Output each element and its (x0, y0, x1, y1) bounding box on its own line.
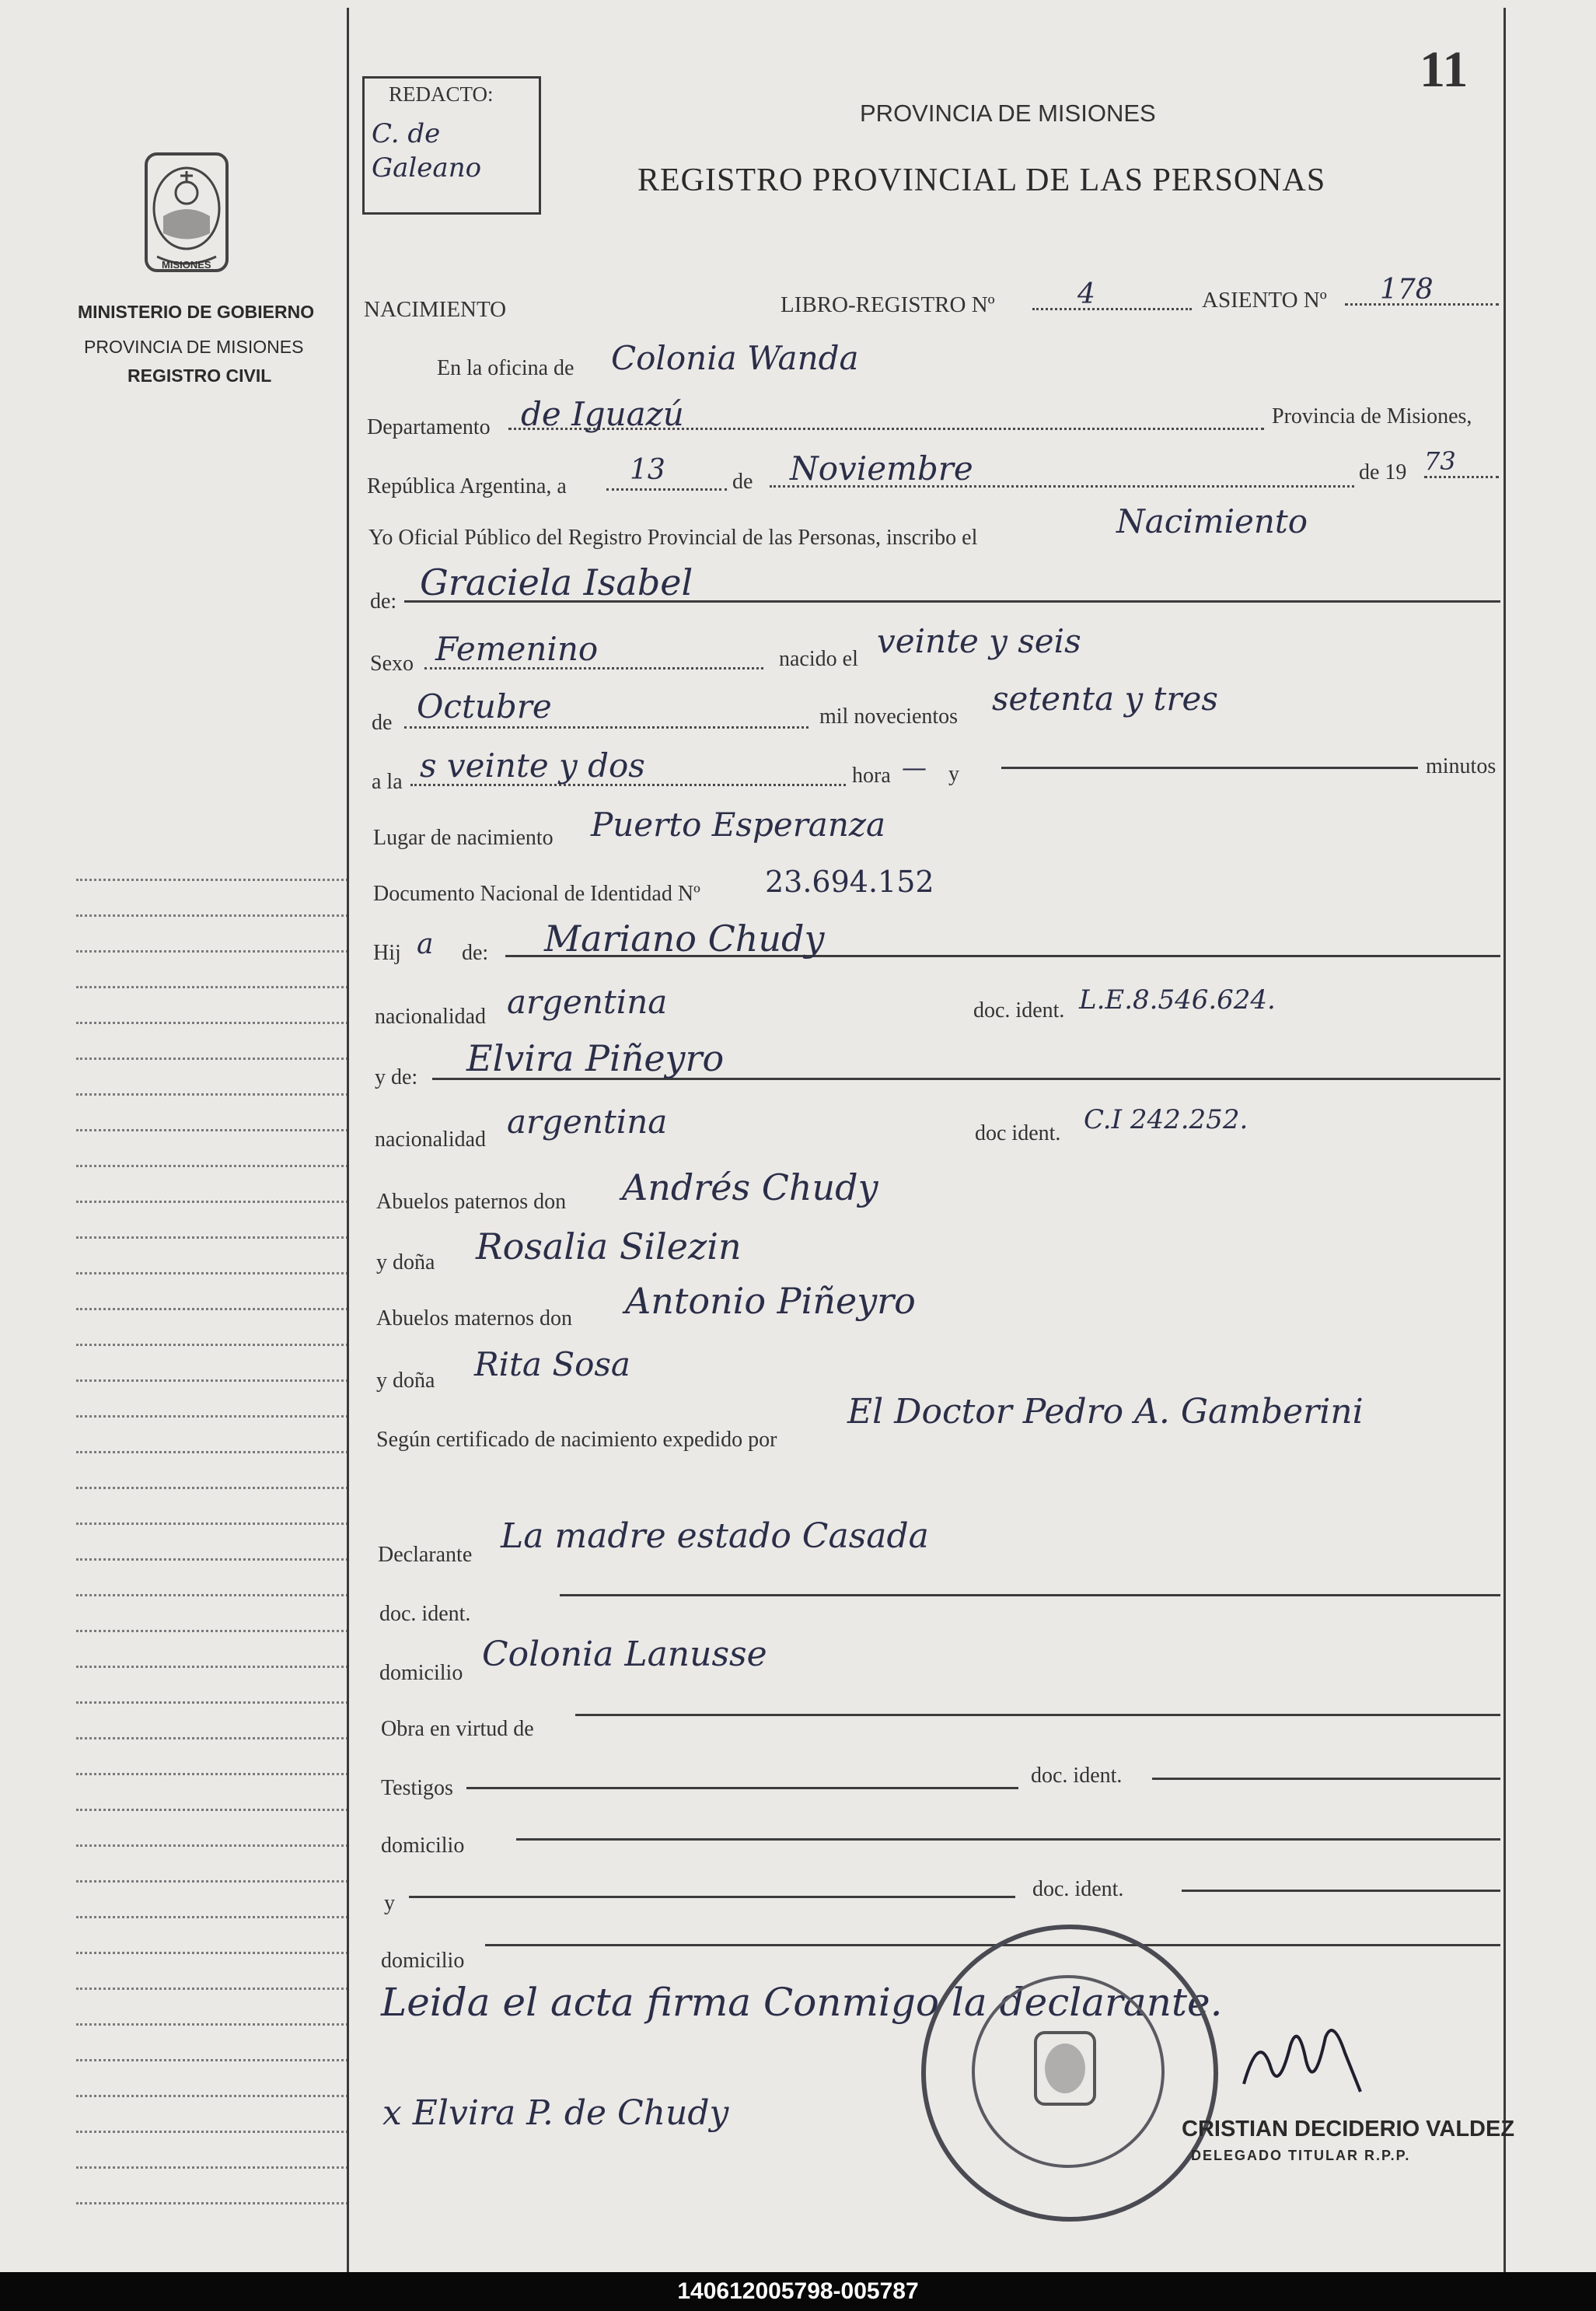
margin-note-line (76, 1701, 348, 1704)
asiento-label: ASIENTO Nº (1202, 288, 1327, 313)
margin-note-line (76, 1737, 348, 1739)
y-2-label: y (384, 1891, 395, 1915)
doc-ident-madre-value: C.I 242.252. (1084, 1104, 1249, 1135)
domicilio-value: Colonia Lanusse (482, 1634, 767, 1674)
nacido-value: veinte y seis (877, 622, 1081, 660)
doc-ident-padre-value: L.E.8.546.624. (1079, 984, 1276, 1016)
de2-label: de: (462, 941, 489, 965)
margin-note-line (76, 1129, 348, 1131)
alas-value: s veinte y dos (420, 746, 645, 785)
domicilio-3-label: domicilio (381, 1949, 465, 1973)
margin-note-line (76, 1880, 348, 1883)
margin-note-line (76, 1558, 348, 1561)
de-persona-label: de: (370, 589, 397, 614)
margin-note-line (76, 1236, 348, 1239)
margin-note-line (76, 2131, 348, 2133)
margin-note-line (76, 1344, 348, 1346)
declarante-value: La madre estado Casada (501, 1516, 929, 1556)
mil-value: setenta y tres (992, 680, 1218, 718)
y-dona-label: y doña (376, 1250, 435, 1274)
doc-ident-declarante-line (560, 1594, 1500, 1596)
header-province: PROVINCIA DE MISIONES (860, 100, 1156, 127)
margin-note-line (76, 1379, 348, 1382)
hij-suffix: a (417, 928, 434, 960)
leida-text: Leida el acta firma Conmigo la declarante. (381, 1980, 1223, 2025)
margin-note-line (76, 2095, 348, 2097)
province-label: PROVINCIA DE MISIONES (84, 337, 304, 357)
margin-note-line (76, 1666, 348, 1668)
nacionalidad-madre-value: argentina (507, 1103, 668, 1141)
abuelo-materno-value: Antonio Piñeyro (625, 1280, 916, 1322)
redacto-signature: C. de Galeano (372, 118, 482, 184)
dia-value: 13 (630, 454, 665, 486)
testigos-label: Testigos (381, 1776, 453, 1800)
seal-label: MISIONES (162, 259, 211, 271)
margin-note-line (76, 1916, 348, 1918)
official-title: DELEGADO TITULAR R.P.P. (1191, 2148, 1411, 2163)
minutos-label: minutos (1426, 754, 1496, 778)
abuelos-paternos-label: Abuelos paternos don (376, 1190, 567, 1214)
dni-label: Documento Nacional de Identidad Nº (373, 882, 700, 906)
oficial-value: Nacimiento (1116, 502, 1308, 540)
departamento-label: Departamento (367, 415, 491, 439)
margin-note-line (76, 1773, 348, 1775)
anio-line (1424, 476, 1499, 478)
lugar-value: Puerto Esperanza (591, 806, 886, 844)
oficial-text: Yo Oficial Público del Registro Provincial de las Personas, inscribo el (368, 526, 978, 550)
minutos-line (1001, 767, 1418, 769)
departamento-value: de Iguazú (521, 395, 684, 433)
margin-note-line (76, 986, 348, 988)
margin-note-line (76, 2166, 348, 2169)
y-2-doc-line (1182, 1890, 1500, 1892)
margin-note-line (76, 1022, 348, 1024)
mother-signature: x Elvira P. de Chudy (382, 2093, 729, 2133)
margin-note-line (76, 1809, 348, 1811)
margin-note-line (76, 914, 348, 917)
hij-label: Hij (373, 941, 401, 965)
abuela-materna-value: Rita Sosa (474, 1345, 630, 1383)
de-label: de (732, 470, 753, 494)
nacionalidad-padre-label: nacionalidad (375, 1005, 487, 1029)
margin-note-line (76, 1058, 348, 1060)
y-de-label: y de: (375, 1065, 418, 1089)
stamp-emblem-icon (1018, 2022, 1112, 2115)
doc-ident-declarante-label: doc. ident. (379, 1602, 471, 1626)
mil-label: mil novecientos (819, 704, 959, 729)
margin-note-line (76, 2059, 348, 2061)
y-label: y (948, 762, 959, 786)
header-title: REGISTRO PROVINCIAL DE LAS PERSONAS (637, 163, 1326, 198)
libro-label: LIBRO-REGISTRO Nº (781, 292, 995, 317)
margin-note-line (76, 1093, 348, 1096)
lugar-label: Lugar de nacimiento (373, 826, 554, 850)
abuela-paterna-value: Rosalia Silezin (476, 1225, 742, 1267)
margin-note-line (76, 1201, 348, 1203)
margin-note-line (76, 879, 348, 881)
margin-note-line (76, 950, 348, 953)
ministry-label: MINISTERIO DE GOBIERNO (78, 302, 315, 322)
margin-note-line (76, 1952, 348, 1954)
margin-note-line (76, 1487, 348, 1489)
margin-note-line (76, 1630, 348, 1632)
dni-value: 23.694.152 (765, 865, 934, 899)
nacionalidad-padre-value: argentina (507, 983, 668, 1021)
margin-note-line (76, 1594, 348, 1596)
mes-nac-value: Octubre (417, 687, 552, 725)
anio-value: 73 (1424, 446, 1456, 476)
alas-label: a la (372, 770, 403, 794)
nacido-label: nacido el (779, 647, 858, 671)
margin-note-line (76, 2202, 348, 2204)
mes-nac-line (404, 726, 808, 729)
form-right-border (1503, 8, 1506, 2272)
margin-note-line (76, 1415, 348, 1418)
margin-notes-lines (0, 879, 350, 2263)
testigos-line (466, 1787, 1018, 1789)
segun-label: Según certificado de nacimiento expedido por (376, 1428, 777, 1452)
nacionalidad-madre-label: nacionalidad (375, 1128, 487, 1152)
redacto-label: REDACTO: (389, 82, 494, 106)
hora-value: — (902, 753, 927, 782)
left-margin-panel (0, 0, 350, 2272)
domicilio-label: domicilio (379, 1661, 463, 1685)
nombre-value: Graciela Isabel (420, 561, 693, 603)
anio-label: de 19 (1359, 460, 1407, 484)
de-mes-label: de (372, 711, 393, 735)
margin-note-line (76, 1165, 348, 1167)
registro-civil-label: REGISTRO CIVIL (127, 365, 272, 386)
margin-note-line (76, 2023, 348, 2026)
obra-label: Obra en virtud de (381, 1717, 534, 1741)
republica-label: República Argentina, a (367, 474, 567, 498)
doc-ident-padre-label: doc. ident. (973, 998, 1065, 1023)
asiento-value: 178 (1380, 274, 1434, 306)
domicilio-2-line (516, 1838, 1500, 1841)
doc-ident-madre-label: doc ident. (975, 1121, 1061, 1145)
mes-value: Noviembre (790, 449, 973, 488)
madre-value: Elvira Piñeyro (466, 1037, 725, 1079)
abuelo-paterno-value: Andrés Chudy (622, 1166, 878, 1208)
sexo-value: Femenino (435, 630, 599, 668)
dia-line (606, 488, 727, 491)
y-2-doc-ident-label: doc. ident. (1032, 1877, 1124, 1901)
margin-note-line (76, 1844, 348, 1847)
margin-note-line (76, 1523, 348, 1525)
y-2-line (409, 1896, 1015, 1898)
act-type: NACIMIENTO (364, 297, 507, 322)
declarante-label: Declarante (378, 1543, 473, 1567)
domicilio-2-label: domicilio (381, 1834, 465, 1858)
official-name: CRISTIAN DECIDERIO VALDEZ (1182, 2117, 1515, 2141)
oficina-value: Colonia Wanda (611, 339, 859, 377)
official-signature-icon (1236, 2014, 1384, 2107)
sexo-label: Sexo (370, 652, 414, 676)
testigos-doc-line (1152, 1778, 1500, 1780)
margin-note-line (76, 1988, 348, 1990)
libro-line (1032, 308, 1192, 310)
libro-value: 4 (1077, 278, 1095, 310)
obra-line (575, 1714, 1500, 1716)
page-number: 11 (1420, 41, 1469, 98)
margin-note-line (76, 1272, 348, 1274)
padre-value: Mariano Chudy (544, 918, 825, 960)
abuelos-maternos-label: Abuelos maternos don (376, 1306, 572, 1330)
margin-note-line (76, 1451, 348, 1453)
oficina-label: En la oficina de (437, 356, 574, 380)
footer-id-bar: 140612005798-005787 (0, 2272, 1596, 2311)
testigos-doc-ident-label: doc. ident. (1031, 1764, 1123, 1788)
form-left-border (347, 8, 349, 2272)
y-dona-2-label: y doña (376, 1369, 435, 1393)
margin-note-line (76, 1308, 348, 1310)
hora-label: hora (852, 764, 891, 788)
segun-value: El Doctor Pedro A. Gamberini (847, 1392, 1364, 1432)
provincia-suffix: Provincia de Misiones, (1272, 404, 1472, 428)
